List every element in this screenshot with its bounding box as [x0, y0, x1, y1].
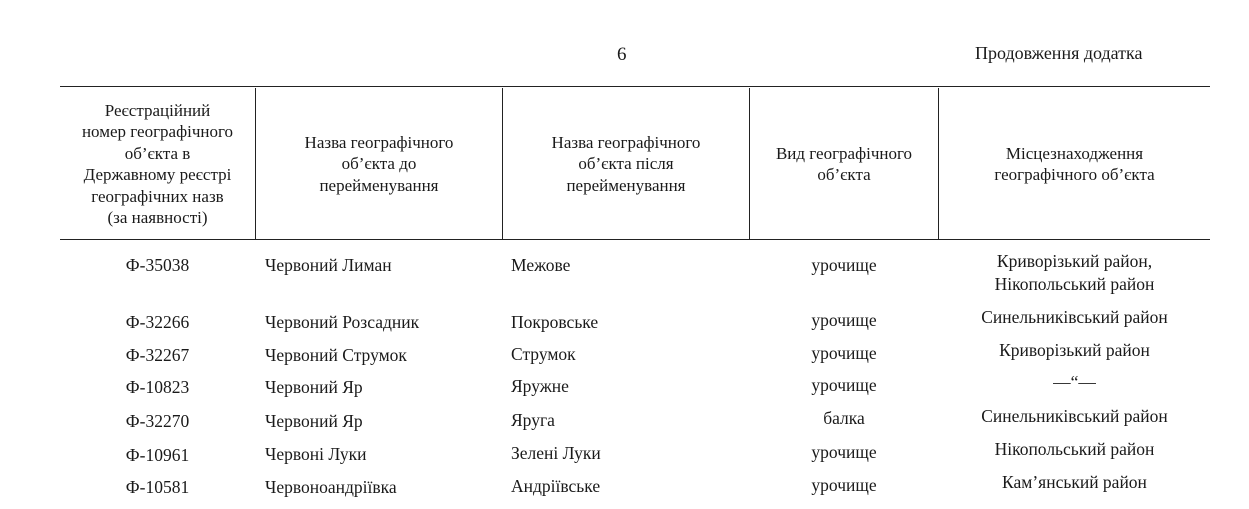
header-line: перейменування: [566, 175, 686, 195]
continuation-label: Продовження додатка: [975, 43, 1143, 63]
location: Криворізький район: [999, 340, 1150, 360]
header-location: [939, 88, 1210, 240]
object-type: урочище: [811, 375, 877, 395]
header-line: об’єкта в: [124, 143, 191, 163]
name-before: Червоний Струмок: [265, 345, 407, 365]
table-top-rule: [60, 86, 1210, 87]
registration-number: Ф-10581: [125, 477, 190, 497]
header-line: об’єкта після: [578, 154, 674, 174]
registration-number: Ф-10823: [125, 377, 190, 397]
object-type: урочище: [811, 475, 877, 495]
header-name-before: [256, 88, 502, 240]
object-type: урочище: [811, 310, 877, 330]
header-line: географічного об’єкта: [994, 165, 1155, 184]
object-type: балка: [823, 408, 865, 428]
object-type: урочище: [811, 255, 877, 275]
object-type: урочище: [811, 442, 877, 462]
header-object-type: [750, 88, 938, 240]
name-before: Червоноандріївка: [265, 477, 397, 497]
name-after: Яруга: [511, 410, 555, 430]
name-after: Яружне: [511, 376, 569, 396]
header-line: об’єкта до: [341, 154, 417, 174]
location-line-2: Нікопольський район: [994, 274, 1155, 294]
location: Криворізький район,: [996, 251, 1153, 271]
header-line: Назва географічного: [304, 132, 454, 152]
header-line: Назва географічного: [551, 132, 701, 152]
name-after: Струмок: [511, 344, 576, 364]
page-number: 6: [617, 44, 627, 65]
name-after: Покровське: [511, 312, 599, 332]
header-name-after: [503, 88, 749, 240]
name-before: Червоний Розсадник: [265, 312, 420, 332]
location: Нікопольський район: [994, 439, 1155, 459]
registration-number: Ф-32267: [125, 345, 190, 365]
name-after: Зелені Луки: [511, 443, 601, 463]
location: Кам’янський район: [1002, 472, 1147, 492]
registration-number: Ф-35038: [125, 255, 190, 275]
registration-number: Ф-10961: [125, 445, 190, 465]
name-after: Межове: [511, 255, 571, 275]
location: Синельниківський район: [981, 307, 1168, 327]
name-before: Червоний Яр: [265, 377, 363, 397]
location-ditto: —“—: [1053, 372, 1096, 392]
registration-number: Ф-32270: [125, 411, 190, 431]
header-line: Державному реєстрі: [83, 165, 232, 184]
name-after: Андріївське: [511, 476, 601, 496]
object-type: урочище: [811, 343, 877, 363]
header-line: (за наявності): [107, 208, 208, 227]
header-registration-number: [60, 88, 255, 240]
header-line: об’єкта: [817, 165, 871, 184]
header-line: географічних назв: [91, 186, 224, 206]
name-before: Червоні Луки: [265, 444, 367, 464]
header-line: Реєстраційний: [104, 100, 211, 120]
registration-number: Ф-32266: [125, 312, 190, 332]
name-before: Червоний Яр: [265, 411, 363, 431]
header-line: номер географічного: [81, 122, 234, 141]
name-before: Червоний Лиман: [265, 255, 392, 275]
header-line: Вид географічного: [775, 143, 913, 163]
location: Синельниківський район: [981, 406, 1168, 426]
header-line: перейменування: [319, 175, 439, 195]
header-line: Місцезнаходження: [1005, 143, 1144, 163]
